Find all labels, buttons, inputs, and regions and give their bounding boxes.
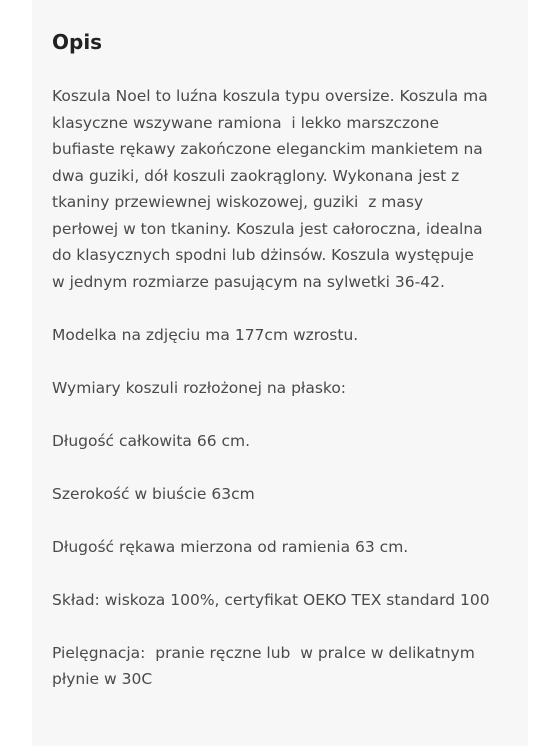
bust-width-text: Szerokość w biuście 63cm (52, 484, 255, 503)
composition-text: Skład: wiskoza 100%, certyfikat OEKO TEX standard 100 (52, 590, 490, 609)
total-length-text: Długość całkowita 66 cm. (52, 431, 251, 450)
description-paragraph (52, 83, 514, 295)
care-instructions (52, 640, 514, 693)
care-line: płynie w 30C (52, 670, 153, 688)
description-line: bufiaste rękawy zakończone eleganckim mankietem na (52, 140, 483, 158)
description-panel (32, 0, 528, 746)
description-line: w jednym rozmiarze pasującym na sylwetki 36-42. (52, 272, 445, 291)
description-body (52, 83, 514, 693)
section-title: Opis (52, 30, 103, 54)
description-line: dwa guziki, dół koszuli zaokrąglony. Wykonana jest z (52, 166, 460, 185)
care-line: Pielęgnacja: pranie ręczne lub w pralce w delikatnym (52, 643, 475, 662)
description-line: do klasycznych spodni lub dżinsów. Koszula występuje (52, 246, 474, 264)
description-line: Koszula Noel to luźna koszula typu oversize. Koszula ma (52, 87, 488, 105)
description-line: perłowej w ton tkaniny. Koszula jest całoroczna, idealna (52, 219, 483, 238)
measurements-header: Wymiary koszuli rozłożonej na płasko: (52, 378, 347, 397)
sleeve-length-text: Długość rękawa mierzona od ramienia 63 cm. (52, 537, 409, 556)
description-line: tkaniny przewiewnej wiskozowej, guziki z masy (52, 193, 424, 211)
description-line: klasyczne wszywane ramiona i lekko marszczone (52, 113, 440, 132)
model-height-text: Modelka na zdjęciu ma 177cm wzrostu. (52, 325, 359, 344)
